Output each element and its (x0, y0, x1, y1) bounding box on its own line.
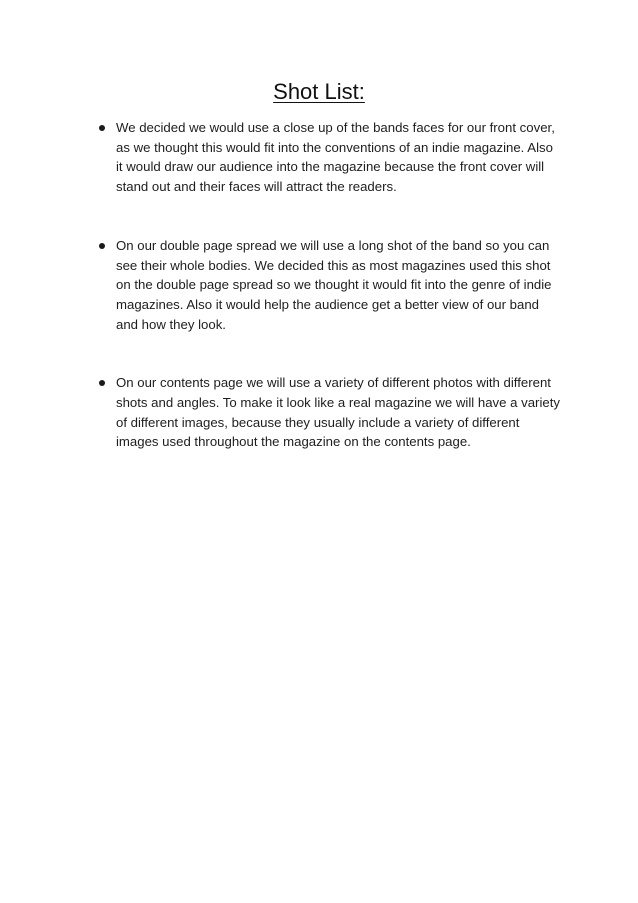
bullet-item (90, 236, 560, 335)
bullet-item (90, 118, 560, 197)
page-title: Shot List: (273, 79, 365, 104)
bullet-text: We decided we would use a close up of the bands faces for our front cover, as we thought this would fit into the conventions of an indie magazine. Also it would draw our audience into the magazine because the front cover will stand out and their faces will attract the readers. (116, 120, 555, 195)
bullet-text: On our contents page we will use a variety of different photos with different shots and angles. To make it look like a real magazine we will have a variety of different images, because they usually include a variety of different images used throughout the magazine on the contents page. (116, 375, 560, 450)
bullet-text: On our double page spread we will use a long shot of the band so you can see their whole bodies. We decided this as most magazines used this shot on the double page spread so we thought it would fit into the genre of indie magazines. Also it would help the audience get a better view of our band and how they look. (116, 237, 552, 332)
bullet-dot-icon (99, 125, 105, 131)
bullet-dot-icon (99, 380, 105, 386)
bullet-dot-icon (99, 243, 105, 249)
bullet-item (90, 373, 560, 452)
bullet-list (90, 118, 560, 452)
